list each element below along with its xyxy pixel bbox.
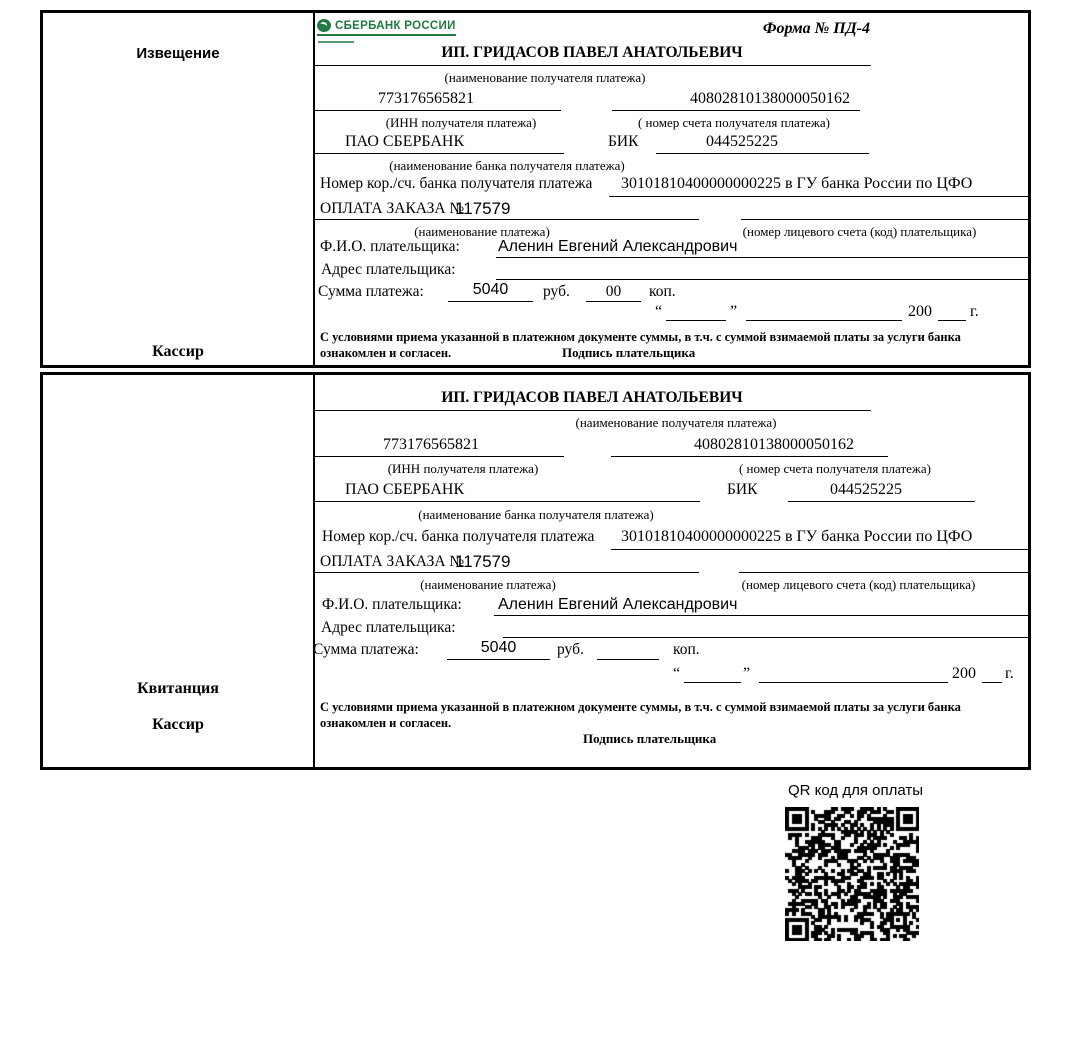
payment-name-caption: (наименование платежа) — [420, 577, 556, 592]
account-caption: ( номер счета получателя платежа) — [637, 115, 831, 130]
amount-kop-underline — [586, 301, 641, 302]
order-number-value: 117579 — [455, 552, 511, 571]
bank-name-caption: (наименование банка получателя платежа) — [389, 158, 625, 173]
amount-rub-underline — [447, 659, 550, 660]
agreement-line2: ознакомлен и согласен. — [320, 346, 452, 360]
payer-fio-label: Ф.И.О. плательщика: — [320, 238, 460, 255]
date-quote-open: “ — [673, 665, 681, 682]
bank-name-value: ПАО СБЕРБАНК — [345, 481, 465, 498]
bank-name-value: ПАО СБЕРБАНК — [345, 133, 465, 150]
amount-rub-value: 5040 — [472, 281, 509, 298]
bik-underline — [656, 153, 869, 154]
payee-name-underline — [313, 65, 871, 66]
corr-account-value: 30101810400000000225 в ГУ банка России по ЦФО — [621, 528, 973, 545]
account-underline — [611, 456, 888, 457]
date-year-suffix: г. — [970, 303, 979, 320]
rub-label: руб. — [557, 641, 584, 658]
kop-label: коп. — [649, 283, 676, 300]
date-month-underline — [759, 682, 948, 683]
corr-account-label: Номер кор./сч. банка получателя платежа — [320, 175, 593, 192]
bik-label: БИК — [608, 133, 639, 150]
qr-code-image — [785, 807, 919, 941]
payment-name-underline — [313, 219, 699, 220]
account-value: 40802810138000050162 — [694, 436, 854, 453]
corr-account-underline — [611, 549, 1031, 550]
receipt-left-column-divider — [313, 375, 315, 767]
payee-name-underline — [313, 410, 871, 411]
bik-label: БИК — [727, 481, 758, 498]
date-quote-open: “ — [655, 303, 663, 320]
payee-name-caption: (наименование получателя платежа) — [575, 415, 777, 430]
date-month-underline — [746, 320, 902, 321]
account-caption: ( номер счета получателя платежа) — [738, 461, 932, 476]
amount-rub-value: 5040 — [480, 639, 517, 656]
sberbank-logo-subtext-bar — [318, 41, 354, 43]
amount-kop-value: 00 — [605, 283, 622, 300]
date-year-suffix: г. — [1005, 665, 1014, 682]
bank-name-underline — [313, 501, 700, 502]
inn-value: 773176565821 — [383, 436, 479, 453]
account-underline — [612, 110, 860, 111]
bik-underline — [788, 501, 975, 502]
signature-label: Подпись плательщика — [562, 345, 696, 360]
payment-name-underline — [313, 572, 699, 573]
account-value: 40802810138000050162 — [690, 90, 850, 107]
corr-account-underline — [609, 196, 1028, 197]
amount-rub-underline — [448, 301, 533, 302]
date-quote-close: ” — [743, 665, 751, 682]
payer-name-value: Аленин Евгений Александрович — [498, 238, 738, 255]
payment-name-value: ОПЛАТА ЗАКАЗА № — [320, 553, 465, 570]
inn-underline — [313, 110, 561, 111]
payer-fio-label: Ф.И.О. плательщика: — [322, 596, 462, 613]
bik-value: 044525225 — [830, 481, 902, 498]
payer-name-underline — [496, 257, 1031, 258]
bank-name-caption: (наименование банка получателя платежа) — [418, 507, 654, 522]
inn-underline — [313, 456, 564, 457]
payee-name-caption: (наименование получателя платежа) — [444, 70, 646, 85]
amount-label: Сумма платежа: — [313, 641, 419, 658]
personal-account-underline — [741, 219, 1031, 220]
receipt-cashier-label: Кассир — [152, 716, 204, 733]
date-quote-close: ” — [730, 303, 738, 320]
date-year-prefix: 200 — [952, 665, 976, 682]
date-year-underline — [982, 682, 1002, 683]
agreement-line1: С условиями приема указанной в платежном документе суммы, в т.ч. с суммой взимаемой платы за услуги банка — [320, 700, 961, 714]
personal-account-caption: (номер лицевого счета (код) плательщика) — [742, 224, 977, 239]
qr-caption: QR код для оплаты — [787, 782, 923, 799]
kop-label: коп. — [673, 641, 700, 658]
sberbank-logo-icon — [317, 19, 331, 32]
order-number-value: 117579 — [455, 199, 511, 218]
payer-address-underline — [503, 637, 1031, 638]
date-day-underline — [666, 320, 726, 321]
payment-name-value: ОПЛАТА ЗАКАЗА № — [320, 200, 465, 217]
bank-name-underline — [313, 153, 564, 154]
corr-account-label: Номер кор./сч. банка получателя платежа — [322, 528, 595, 545]
rub-label: руб. — [543, 283, 570, 300]
sberbank-logo-text: СБЕРБАНК РОССИИ — [335, 19, 456, 32]
payer-address-label: Адрес плательщика: — [321, 619, 456, 636]
payee-name: ИП. ГРИДАСОВ ПАВЕЛ АНАТОЛЬЕВИЧ — [441, 44, 743, 61]
date-year-prefix: 200 — [908, 303, 932, 320]
notice-title: Извещение — [136, 45, 220, 62]
signature-label: Подпись плательщика — [583, 731, 717, 746]
agreement-line1: С условиями приема указанной в платежном документе суммы, в т.ч. с суммой взимаемой платы за услуги банка — [320, 330, 961, 344]
bik-value: 044525225 — [706, 133, 778, 150]
form-code: Форма № ПД-4 — [762, 20, 870, 37]
payee-name: ИП. ГРИДАСОВ ПАВЕЛ АНАТОЛЬЕВИЧ — [441, 389, 743, 406]
date-year-underline — [938, 320, 966, 321]
amount-label: Сумма платежа: — [318, 283, 424, 300]
personal-account-underline — [739, 572, 1031, 573]
payer-name-value: Аленин Евгений Александрович — [498, 596, 738, 613]
sberbank-logo — [317, 19, 456, 36]
payer-address-underline — [496, 279, 1031, 280]
personal-account-caption: (номер лицевого счета (код) плательщика) — [741, 577, 976, 592]
inn-value: 773176565821 — [378, 90, 474, 107]
receipt-title: Квитанция — [137, 680, 219, 697]
inn-caption: (ИНН получателя платежа) — [385, 115, 537, 130]
amount-kop-underline — [597, 659, 659, 660]
inn-caption: (ИНН получателя платежа) — [387, 461, 539, 476]
payer-name-underline — [494, 615, 1031, 616]
payment-name-caption: (наименование платежа) — [414, 224, 550, 239]
notice-cashier-label: Кассир — [152, 343, 204, 360]
corr-account-value: 30101810400000000225 в ГУ банка России по ЦФО — [621, 175, 973, 192]
agreement-line2: ознакомлен и согласен. — [320, 716, 452, 730]
date-day-underline — [684, 682, 741, 683]
payer-address-label: Адрес плательщика: — [321, 261, 456, 278]
